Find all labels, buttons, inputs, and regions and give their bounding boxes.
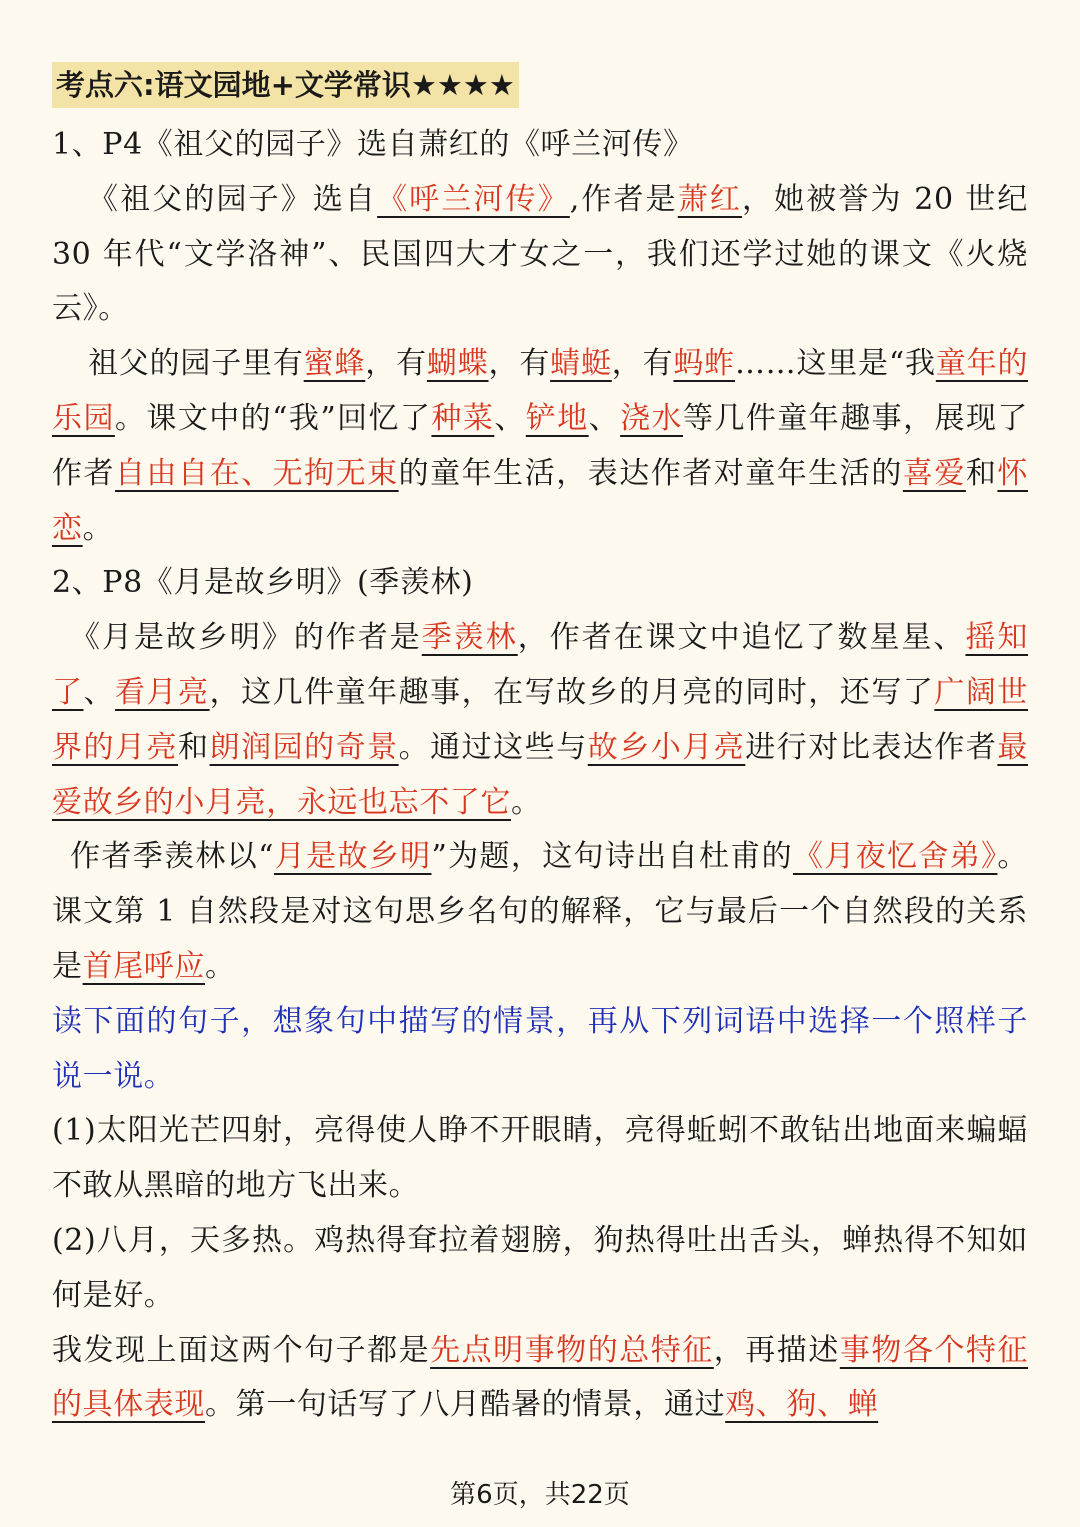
answer-blank: 浇水 <box>620 400 683 436</box>
exercise-item-2: (2)八月，天多热。鸡热得耷拉着翅膀，狗热得吐出舌头，蝉热得不知如何是好。 <box>52 1222 1028 1313</box>
answer-blank: 铲地 <box>525 400 589 436</box>
item-2-paragraph-2: 作者季羡林以“月是故乡明”为题，这句诗出自杜甫的《月夜忆舍弟》。课文第 1 自然段是对这句思乡名句的解释，它与最后一个自然段的关系是首尾呼应。 <box>52 839 1029 984</box>
answer-blank: 自由自在、无拘无束 <box>115 455 399 491</box>
answer-blank: 事物各个特征的具体表现 <box>52 1332 1029 1423</box>
exercise-finding: 我发现上面这两个句子都是先点明事物的总特征，再描述事物各个特征的具体表现。第一句话写了八月酷暑的情景，通过鸡、狗、蝉 <box>52 1332 1029 1423</box>
answer-blank: 季羡林 <box>421 620 518 656</box>
item-1-heading: 1、P4《祖父的园子》选自萧红的《呼兰河传》 <box>52 127 694 162</box>
item-1-paragraph-2: 祖父的园子里有蜜蜂，有蝴蝶，有蜻蜓，有蚂蚱……这里是“我童年的乐园。课文中的“我”回忆了种菜、铲地、浇水等几件童年趣事，展现了作者自由自在、无拘无束的童年生活，表达作者对童年生活的喜爱和怀恋。 <box>52 346 1029 546</box>
answer-blank: 蜜蜂 <box>303 346 366 382</box>
page-number: 第6页，共22页 <box>450 1480 630 1510</box>
answer-blank: 月是故乡明 <box>274 839 432 875</box>
answer-blank: 种菜 <box>431 400 495 436</box>
answer-blank: 蚂蚱 <box>673 346 736 382</box>
exercise-prompt: 读下面的句子，想象句中描写的情景，再从下列词语中选择一个照样子说一说。 <box>52 1003 1028 1094</box>
answer-blank: 摇知了 <box>52 620 1028 710</box>
answer-blank: 朗润园的奇景 <box>209 729 399 765</box>
answer-blank: 喜爱 <box>902 455 966 491</box>
answer-blank: 童年的乐园 <box>52 346 1029 436</box>
section-title: 考点六:语文园地+文学常识★★★★ <box>52 62 519 108</box>
answer-blank: 《月夜忆舍弟》 <box>792 839 998 875</box>
item-2-heading: 2、P8《月是故乡明》(季羡林) <box>52 565 474 601</box>
item-2-paragraph-1: 《月是故乡明》的作者是季羡林，作者在课文中追忆了数星星、摇知了、看月亮，这几件童年趣事，在写故乡的月亮的同时，还写了广阔世界的月亮和朗润园的奇景。通过这些与故乡小月亮进行对比表达作者最爱故乡的小月亮，永远也忘不了它。 <box>52 620 1028 820</box>
page-content <box>52 62 1028 1433</box>
answer-blank: 鸡、狗、蝉 <box>725 1387 879 1423</box>
exercise-item-1: (1)太阳光芒四射，亮得使人睁不开眼睛，亮得蚯蚓不敢钻出地面来蝙蝠不敢从黑暗的地方飞出来。 <box>52 1113 1028 1204</box>
answer-blank: 故乡小月亮 <box>587 729 746 765</box>
answer-blank: 先点明事物的总特征 <box>430 1332 714 1368</box>
answer-blank: 看月亮 <box>115 674 210 710</box>
item-1-paragraph-1: 《祖父的园子》选自《呼兰河传》,作者是萧红，她被誉为 20 世纪 30 年代“文学洛神”、民国四大才女之一，我们还学过她的课文《火烧云》。 <box>52 181 1028 327</box>
answer-blank: 《呼兰河传》 <box>377 181 570 217</box>
answer-blank: 蜻蜓 <box>550 346 612 382</box>
answer-blank: 广阔世界的月亮 <box>52 674 1028 765</box>
answer-blank: 首尾呼应 <box>82 948 206 984</box>
answer-blank: 萧红 <box>677 181 743 217</box>
answer-blank: 蝴蝶 <box>426 346 489 382</box>
answer-blank: 最爱故乡的小月亮，永远也忘不了它 <box>52 729 1028 820</box>
answer-blank: 怀恋 <box>52 455 1028 546</box>
